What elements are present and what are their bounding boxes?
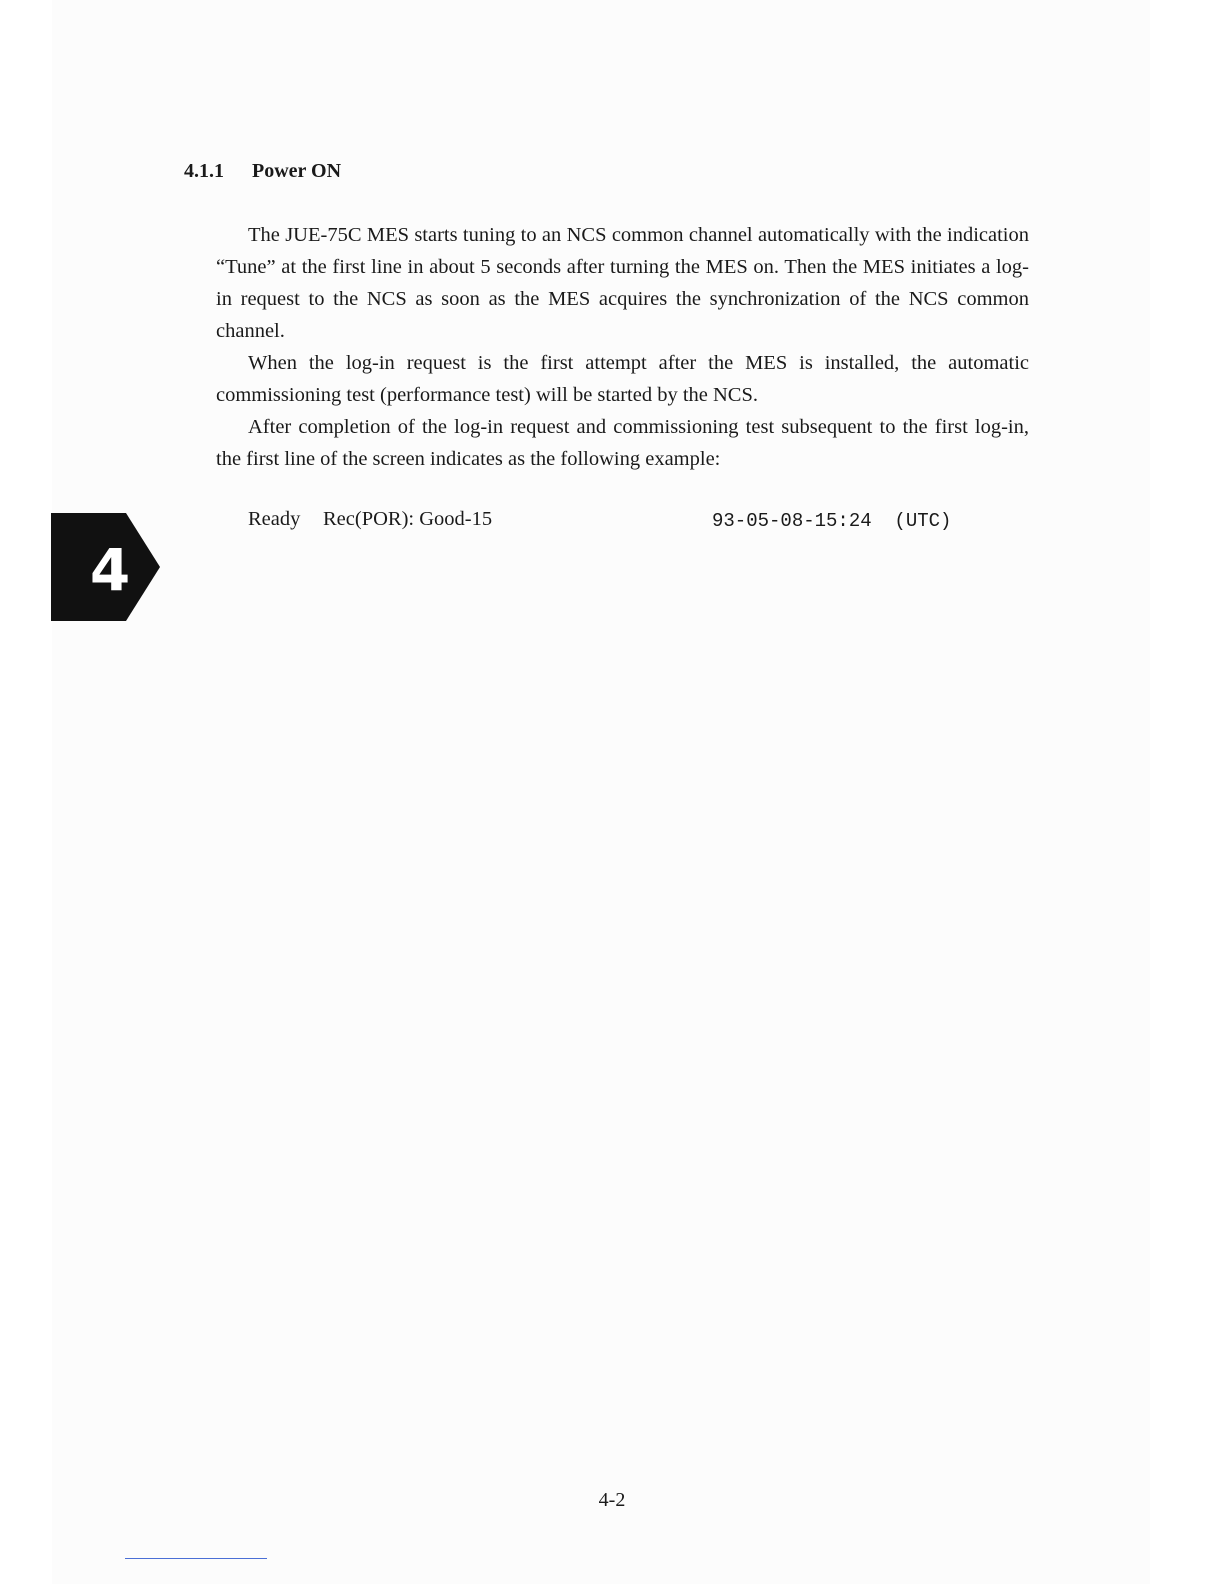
status-reception: Rec(POR): Good-15 [323,508,493,530]
chapter-tab [51,513,163,621]
footer-rule [125,1558,267,1559]
status-datetime: 93-05-08-15:24 (UTC) [712,510,952,532]
paragraph-commissioning: When the log-in request is the first attempt after the MES is installed, the automatic commissioning test (performance test) will be started by the NCS. [216,352,1029,406]
section-heading [184,160,341,183]
screen-status-line [248,508,1008,538]
status-state: Ready [248,508,301,530]
chapter-tab-icon [51,513,163,621]
paragraph-first-line: After completion of the log-in request and commissioning test subsequent to the first log-in, the first line of the screen indicates as the following example: [216,416,1029,470]
page-number: 4-2 [598,1489,626,1511]
section-title: Power ON [252,160,342,182]
body-text [216,219,1029,475]
chapter-number: 4 [89,536,131,604]
paragraph-tuning: The JUE-75C MES starts tuning to an NCS common channel automatically with the indication “Tune” at the first line in about 5 seconds after turning the MES on. Then the MES initiates a log-in request to the NCS as soon as the MES acquires the synchronization of the NCS common channel. [216,224,1029,342]
section-number: 4.1.1 [184,160,224,182]
